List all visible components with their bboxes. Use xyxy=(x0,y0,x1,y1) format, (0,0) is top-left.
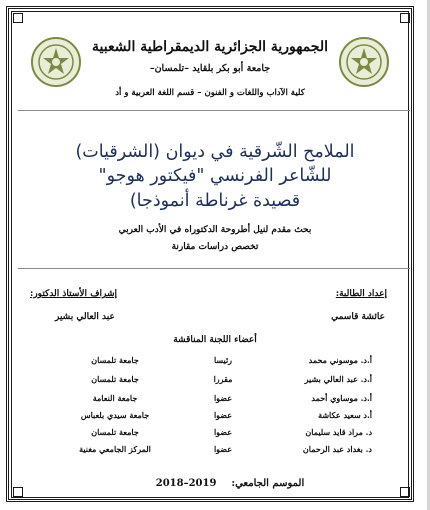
member-role: مقررا xyxy=(213,374,233,384)
member-role: عضوا xyxy=(213,410,233,420)
student-label: إعداد الطالبة: xyxy=(335,289,387,299)
member-institution: جامعة تلمسان xyxy=(91,374,139,384)
university-name: جامعة أبو بكر بلقايد –تلمسان– xyxy=(149,63,271,74)
student-name: عائشة قاسمي xyxy=(331,312,385,322)
corner-ornament xyxy=(400,13,410,23)
member-name: أ.د. عبد العالي بشير xyxy=(304,374,372,384)
academic-year-label: الموسم الجامعي: xyxy=(231,478,305,489)
member-institution: جامعة النعامة xyxy=(92,393,138,403)
member-name: د. بغداد عبد الرحمان xyxy=(302,444,372,454)
member-role: عضوا xyxy=(213,444,233,454)
member-role: رئيسا xyxy=(213,355,233,365)
republic-heading: الجمهورية الجزائرية الديمقراطية الشعبية xyxy=(91,39,328,55)
divider xyxy=(18,110,410,111)
corner-ornament xyxy=(13,13,23,23)
thesis-purpose: بحث مقدم لنيل أطروحة الدكتوراه في الأدب العربي xyxy=(118,225,312,235)
member-name: د. مراد قايد سليمان xyxy=(305,427,372,437)
corner-ornament xyxy=(400,487,410,497)
academic-year-value: 2018–2019 xyxy=(155,478,217,489)
member-institution: جامعة تلمسان xyxy=(91,355,139,365)
divider xyxy=(18,268,410,269)
supervisor-label: إشراف الأستاذ الدكتور: xyxy=(30,289,118,299)
committee-title: أعضاء اللجنة المناقشة xyxy=(173,335,257,345)
faculty-department: كلية الآداب واللغات و الفنون – قسم اللغة العربية و أد xyxy=(115,88,305,98)
member-name: أ.د. موسوني محمد xyxy=(308,355,372,365)
thesis-title-line1: الملامح الشّرقية في ديوان (الشرقيات) xyxy=(75,142,355,162)
thesis-specialty: تخصص دراسات مقارنة xyxy=(171,242,259,252)
thesis-title-line2: للشّاعر الفرنسي "فيكتور هوجو" xyxy=(98,166,332,186)
member-role: عضوا xyxy=(213,427,233,437)
academic-year xyxy=(120,478,340,489)
supervisor-name: عبد العالي بشير xyxy=(55,312,115,322)
member-name: أ.د سعيد عكاشة xyxy=(318,410,372,420)
member-institution: جامعة تلمسان xyxy=(91,427,139,437)
thesis-title-line3: قصيدة غرناطة أنموذجا) xyxy=(129,191,301,211)
member-institution: جامعة سيدي بلعباس xyxy=(80,410,150,420)
member-institution: المركز الجامعي مغنية xyxy=(79,444,151,454)
member-role: عضوا xyxy=(213,393,233,403)
corner-ornament xyxy=(13,487,23,497)
member-name: أ.د. موساوي أحمد xyxy=(311,393,372,403)
